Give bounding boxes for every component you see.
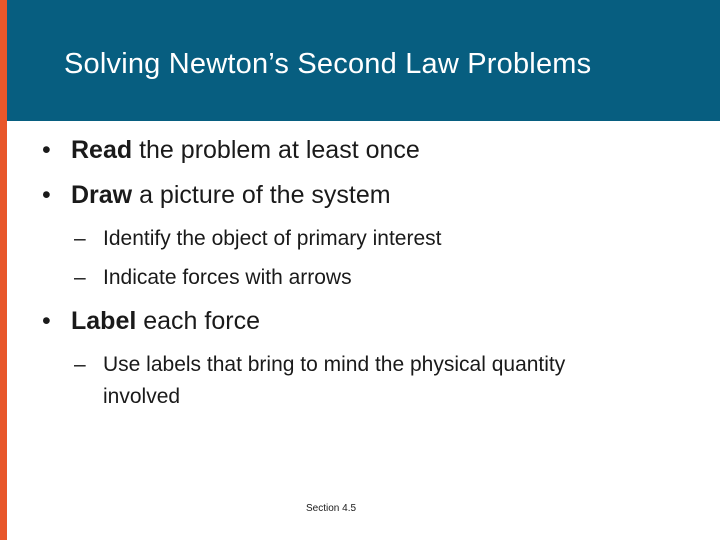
sub-bullet-marker: – [74,227,86,250]
sub-bullet-identify: Identify the object of primary interest [103,227,442,250]
bullet-marker: • [42,307,51,335]
sub-bullet-use-labels: Use labels that bring to mind the physical quantity [103,353,566,376]
bullet-keyword: Draw [71,181,133,209]
sub-bullet-marker: – [74,353,86,376]
bullet-keyword: Read [71,136,133,164]
bullet-read [71,136,420,165]
bullet-text: each force [136,307,260,335]
bullet-marker: • [42,136,51,164]
slide-footer: Section 4.5 [306,503,357,514]
slide-title: Solving Newton’s Second Law Problems [64,48,592,80]
sub-bullet-indicate: Indicate forces with arrows [103,266,352,289]
sub-bullet-marker: – [74,266,86,289]
bullet-label [71,307,260,336]
bullet-text: a picture of the system [132,181,391,209]
bullet-text: the problem at least once [132,136,420,164]
bullet-keyword: Label [71,307,137,335]
bullet-draw [71,181,391,210]
bullet-marker: • [42,181,51,209]
sub-bullet-continuation: involved [103,385,181,408]
